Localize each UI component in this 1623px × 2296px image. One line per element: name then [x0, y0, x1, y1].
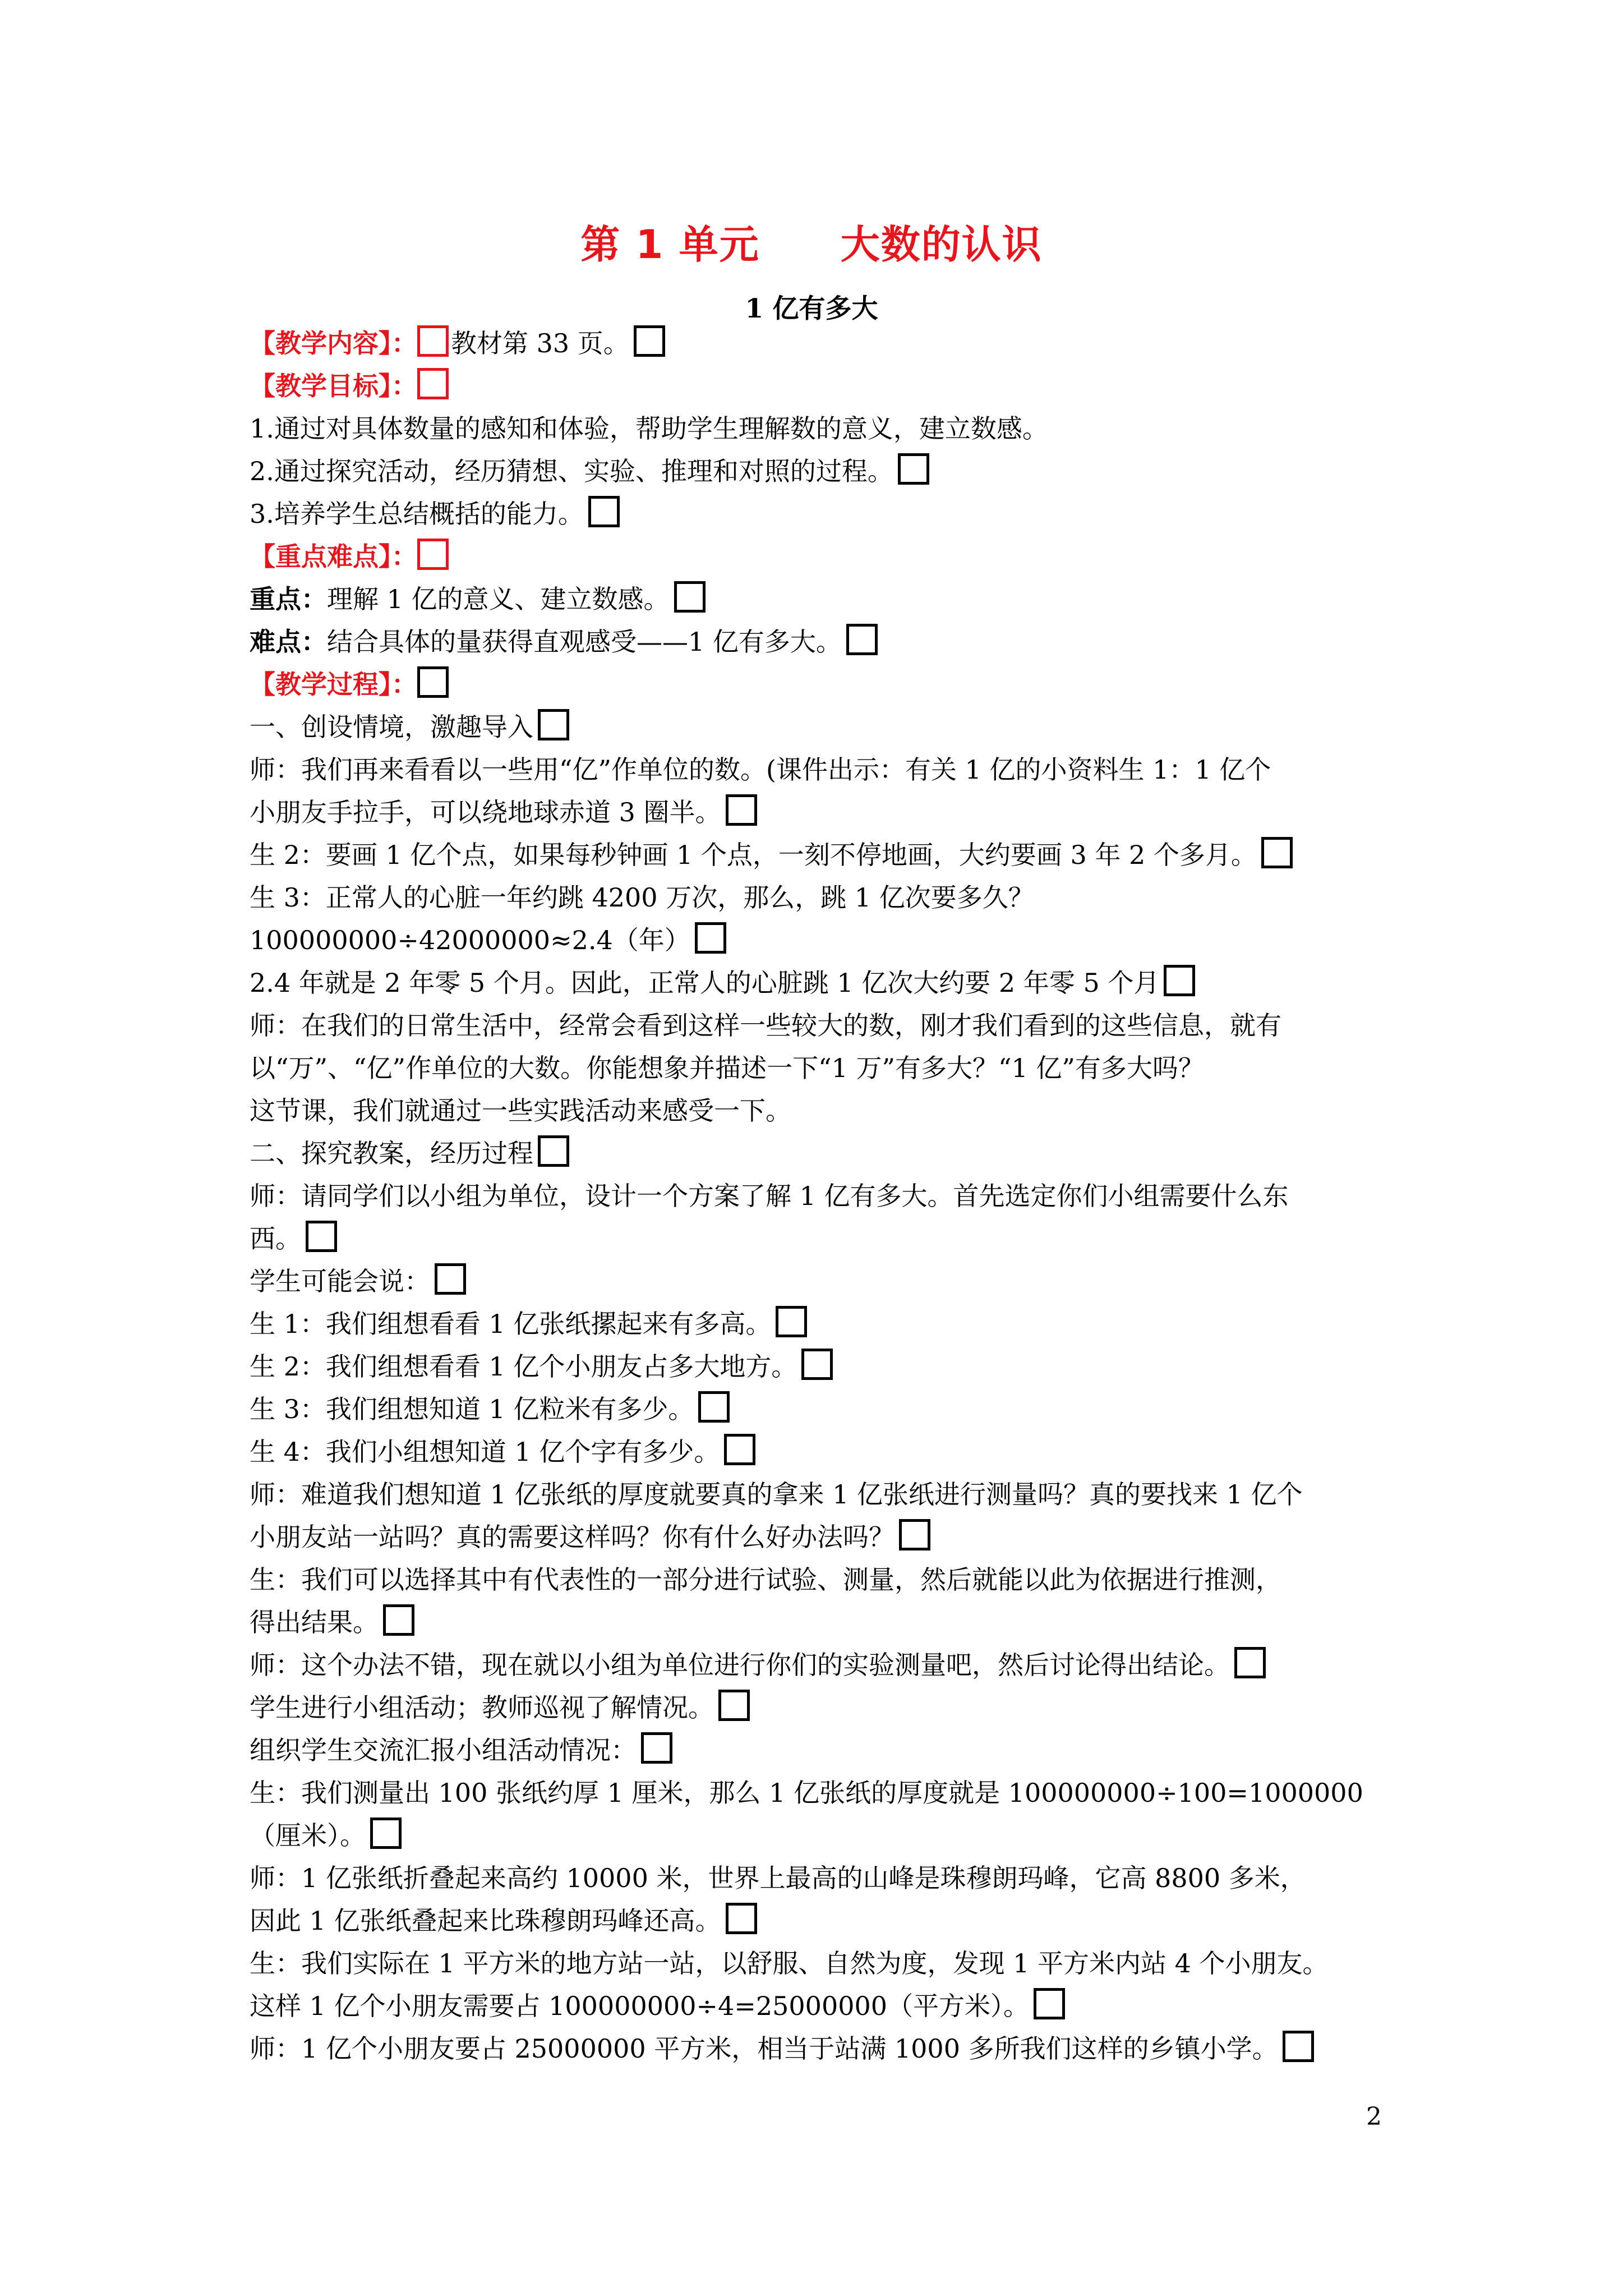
- line-text: 以“万”、“亿”作单位的大数。你能想象并描述一下“1 万”有多大？“1 亿”有多大吗？: [250, 1053, 1204, 1083]
- checkbox[interactable]: [383, 1604, 414, 1636]
- checkbox[interactable]: [724, 1434, 755, 1465]
- text-line: [250, 1857, 1388, 1899]
- checkbox[interactable]: [1283, 2031, 1314, 2062]
- line-text: 3.培养学生总结概括的能力。: [250, 499, 584, 529]
- key-point-line: [250, 578, 1388, 620]
- line-text: 师：难道我们想知道 1 亿张纸的厚度就要真的拿来 1 亿张纸进行测量吗？真的要找来 1 亿个: [250, 1479, 1303, 1510]
- text-line: [250, 1260, 1388, 1303]
- teaching-content-line: [250, 322, 1388, 365]
- checkbox[interactable]: [306, 1221, 337, 1252]
- text-line: [250, 407, 1388, 450]
- text-line: [250, 1516, 1388, 1558]
- checkbox[interactable]: [846, 624, 878, 655]
- line-text: 生：我们测量出 100 张纸约厚 1 厘米，那么 1 亿张纸的厚度就是 100000000÷100=1000000: [250, 1778, 1363, 1808]
- section-label: 【教学目标】：: [250, 371, 417, 401]
- text-line: [250, 1899, 1388, 1942]
- line-text: 1.通过对具体数量的感知和体验，帮助学生理解数的意义，建立数感。: [250, 413, 1048, 444]
- checkbox[interactable]: [435, 1263, 466, 1295]
- text-line: [250, 1175, 1388, 1217]
- line-text: 学生可能会说：: [250, 1266, 430, 1296]
- checkbox[interactable]: [417, 666, 449, 698]
- line-text: 师：1 亿张纸折叠起来高约 10000 米，世界上最高的山峰是珠穆朗玛峰，它高 8800 多米，: [250, 1863, 1306, 1893]
- text-line: [250, 876, 1388, 919]
- checkbox[interactable]: [801, 1349, 833, 1380]
- text-line: [250, 450, 1388, 493]
- text-line: [250, 1004, 1388, 1047]
- line-text: 师：1 亿个小朋友要占 25000000 平方米，相当于站满 1000 多所我们这样的乡镇小学。: [250, 2033, 1278, 2064]
- line-text: 100000000÷42000000≈2.4（年）: [250, 925, 690, 955]
- text-line: [250, 1089, 1388, 1132]
- line-text: 生：我们实际在 1 平方米的地方站一站，以舒服、自然为度，发现 1 平方米内站 4 个小朋友。: [250, 1948, 1329, 1978]
- text-line: [250, 919, 1388, 961]
- checkbox[interactable]: [588, 496, 620, 527]
- line-text: 这节课，我们就通过一些实践活动来感受一下。: [250, 1096, 791, 1126]
- text-line: [250, 1644, 1388, 1686]
- line-text: 学生进行小组活动；教师巡视了解情况。: [250, 1692, 714, 1723]
- line-text: 生：我们可以选择其中有代表性的一部分进行试验、测量，然后就能以此为依据进行推测，: [250, 1565, 1281, 1595]
- bold-label: 难点：: [250, 627, 327, 657]
- text-line: [250, 1303, 1388, 1345]
- line-text: 生 3：我们组想知道 1 亿粒米有多少。: [250, 1394, 694, 1424]
- line-text: 组织学生交流汇报小组活动情况：: [250, 1735, 637, 1765]
- text-line: [250, 1814, 1388, 1857]
- text-line: [250, 961, 1388, 1004]
- line-text: 结合具体的量获得直观感受——1 亿有多大。: [327, 627, 842, 657]
- page-number: 2: [1366, 2102, 1382, 2131]
- text-line: [250, 748, 1388, 791]
- line-text: 得出结果。: [250, 1607, 379, 1637]
- line-text: 小朋友手拉手，可以绕地球赤道 3 圈半。: [250, 797, 721, 827]
- line-text: 教材第 33 页。: [451, 328, 629, 358]
- red-checkbox[interactable]: [417, 368, 449, 399]
- checkbox[interactable]: [776, 1306, 807, 1337]
- text-line: [250, 1729, 1388, 1772]
- red-checkbox[interactable]: [417, 325, 449, 357]
- line-text: 师：我们再来看看以一些用“亿”作单位的数。(课件出示：有关 1 亿的小资料生 1：1 亿个: [250, 754, 1271, 785]
- text-line: [250, 1601, 1388, 1644]
- line-text: 生 3：正常人的心脏一年约跳 4200 万次，那么，跳 1 亿次要多久？: [250, 882, 1034, 913]
- line-text: 师：这个办法不错，现在就以小组为单位进行你们的实验测量吧，然后讨论得出结论。: [250, 1650, 1230, 1680]
- checkbox[interactable]: [726, 1903, 757, 1934]
- line-text: 理解 1 亿的意义、建立数感。: [327, 584, 670, 614]
- line-text: 生 2：我们组想看看 1 亿个小朋友占多大地方。: [250, 1351, 797, 1382]
- checkbox[interactable]: [538, 1135, 569, 1167]
- text-line: [250, 1772, 1388, 1814]
- red-checkbox[interactable]: [417, 539, 449, 570]
- text-line: [250, 1686, 1388, 1729]
- text-line: [250, 493, 1388, 535]
- teaching-goal-line: [250, 365, 1388, 407]
- line-text: 这样 1 亿个小朋友需要占 100000000÷4=25000000（平方米）。: [250, 1991, 1030, 2021]
- line-text: 小朋友站一站吗？真的需要这样吗？你有什么好办法吗？: [250, 1522, 895, 1552]
- line-text: 2.通过探究活动，经历猜想、实验、推理和对照的过程。: [250, 456, 893, 486]
- line-text: 二、探究教案，经历过程: [250, 1138, 533, 1168]
- text-line: [250, 2027, 1388, 2070]
- text-line: [250, 791, 1388, 834]
- section-label: 【重点难点】：: [250, 541, 417, 572]
- key-difficult-line: [250, 535, 1388, 578]
- text-line: [250, 834, 1388, 876]
- line-text: 师：请同学们以小组为单位，设计一个方案了解 1 亿有多大。首先选定你们小组需要什么东: [250, 1181, 1289, 1211]
- text-line: [250, 1217, 1388, 1260]
- text-line: [250, 1345, 1388, 1388]
- checkbox[interactable]: [718, 1690, 750, 1721]
- checkbox[interactable]: [674, 581, 706, 613]
- checkbox[interactable]: [538, 709, 569, 740]
- line-text: 一、创设情境，激趣导入: [250, 712, 533, 742]
- checkbox[interactable]: [641, 1732, 672, 1764]
- teaching-process-line: [250, 663, 1388, 706]
- line-text: 生 2：要画 1 亿个点，如果每秒钟画 1 个点，一刻不停地画，大约要画 3 年 2 个多月。: [250, 840, 1257, 870]
- line-text: 师：在我们的日常生活中，经常会看到这样一些较大的数，刚才我们看到的这些信息，就有: [250, 1010, 1281, 1041]
- section-label: 【教学过程】：: [250, 669, 417, 700]
- checkbox[interactable]: [1164, 965, 1195, 996]
- checkbox[interactable]: [698, 1391, 730, 1423]
- lesson-subtitle: 1 亿有多大: [745, 293, 878, 324]
- line-text: 2.4 年就是 2 年零 5 个月。因此，正常人的心脏跳 1 亿次大约要 2 年零 5 个月: [250, 968, 1160, 998]
- line-text: 因此 1 亿张纸叠起来比珠穆朗玛峰还高。: [250, 1906, 721, 1936]
- checkbox[interactable]: [695, 922, 726, 954]
- checkbox[interactable]: [899, 1519, 930, 1550]
- checkbox[interactable]: [1261, 837, 1293, 868]
- lesson-body: [250, 322, 1388, 2070]
- text-line: [250, 1047, 1388, 1089]
- section-label: 【教学内容】：: [250, 328, 417, 358]
- checkbox[interactable]: [370, 1818, 402, 1849]
- checkbox[interactable]: [726, 794, 757, 826]
- line-text: 西。: [250, 1223, 301, 1254]
- text-line: [250, 1942, 1388, 1985]
- line-text: 生 4：我们小组想知道 1 亿个字有多少。: [250, 1437, 720, 1467]
- checkbox[interactable]: [634, 325, 665, 357]
- bold-label: 重点：: [250, 584, 327, 614]
- text-line: [250, 1388, 1388, 1430]
- line-text: （厘米）。: [250, 1820, 366, 1851]
- text-line: [250, 706, 1388, 748]
- text-line: [250, 1985, 1388, 2027]
- text-line: [250, 1473, 1388, 1516]
- difficult-point-line: [250, 620, 1388, 663]
- checkbox[interactable]: [1034, 1988, 1065, 2019]
- text-line: [250, 1132, 1388, 1175]
- text-line: [250, 1430, 1388, 1473]
- checkbox[interactable]: [1234, 1647, 1266, 1678]
- text-line: [250, 1558, 1388, 1601]
- line-text: 生 1：我们组想看看 1 亿张纸摞起来有多高。: [250, 1309, 772, 1339]
- unit-title: 第 1 单元 大数的认识: [580, 222, 1043, 268]
- checkbox[interactable]: [898, 453, 929, 485]
